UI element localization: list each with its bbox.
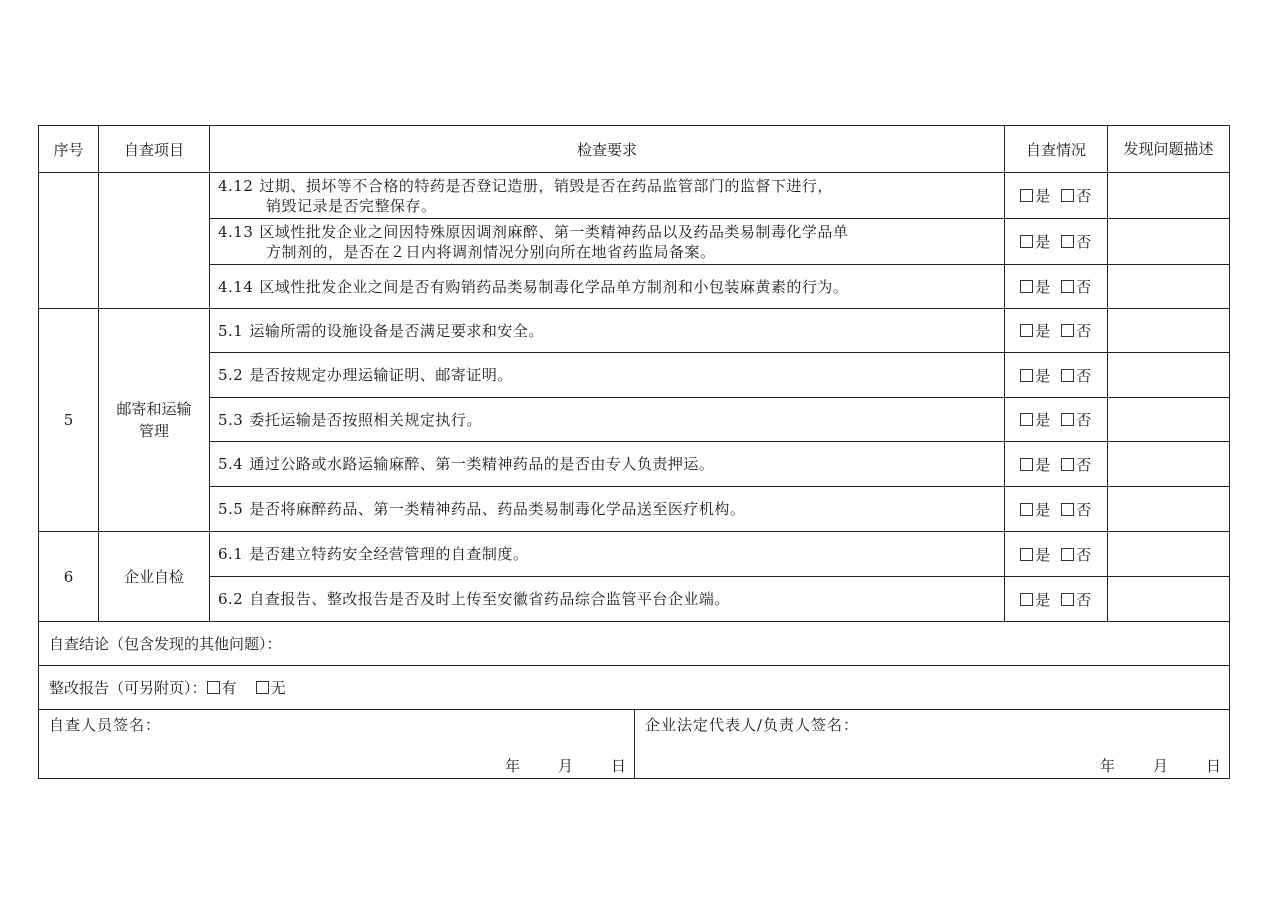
section6-item: 企业自检 <box>99 532 210 622</box>
legal-rep-signature-label: 企业法定代表人/负责人签名： <box>645 716 860 734</box>
description-cell[interactable] <box>1108 398 1230 442</box>
table-row <box>39 487 1230 532</box>
no-checkbox[interactable] <box>1061 235 1074 248</box>
status-5-1: 是 否 <box>1005 309 1108 353</box>
legal-rep-date: 年 月 日 <box>1099 757 1222 775</box>
yes-checkbox[interactable] <box>1020 235 1033 248</box>
requirement-6-1: 6.1 是否建立特药安全经营管理的自查制度。 <box>210 532 1005 577</box>
description-cell[interactable] <box>1108 442 1230 487</box>
no-checkbox[interactable] <box>1061 548 1074 561</box>
section5-item: 邮寄和运输 管理 <box>99 309 210 532</box>
table-row <box>39 173 1230 219</box>
conclusion-row <box>39 622 1230 666</box>
description-cell[interactable] <box>1108 219 1230 265</box>
rectify-yes-checkbox[interactable] <box>207 681 220 694</box>
requirement-5-3: 5.3 委托运输是否按照相关规定执行。 <box>210 398 1005 442</box>
no-checkbox[interactable] <box>1061 593 1074 606</box>
inspector-date: 年 月 日 <box>504 757 626 775</box>
rectify-field: 整改报告（可另附页）： 有 无 <box>39 666 1230 710</box>
description-cell[interactable] <box>1108 265 1230 309</box>
section6-no: 6 <box>39 532 99 622</box>
rectify-no-checkbox[interactable] <box>256 681 269 694</box>
signature-row <box>39 710 1230 779</box>
description-cell[interactable] <box>1108 353 1230 398</box>
rectify-label: 整改报告（可另附页）： <box>49 679 207 697</box>
status-6-2: 是 否 <box>1005 577 1108 622</box>
no-checkbox[interactable] <box>1061 324 1074 337</box>
requirement-5-5: 5.5 是否将麻醉药品、第一类精神药品、药品类易制毒化学品送至医疗机构。 <box>210 487 1005 532</box>
status-6-1: 是 否 <box>1005 532 1108 577</box>
no-checkbox[interactable] <box>1061 503 1074 516</box>
conclusion-field[interactable]: 自查结论（包含发现的其他问题）： <box>39 622 1230 666</box>
section4-no-cell <box>39 173 99 309</box>
description-cell[interactable] <box>1108 173 1230 219</box>
yes-checkbox[interactable] <box>1020 593 1033 606</box>
header-requirement: 检查要求 <box>210 126 1005 173</box>
yes-checkbox[interactable] <box>1020 413 1033 426</box>
header-item: 自查项目 <box>99 126 210 173</box>
description-cell[interactable] <box>1108 577 1230 622</box>
header-status: 自查情况 <box>1005 126 1108 173</box>
status-5-5: 是 否 <box>1005 487 1108 532</box>
table-header-row <box>39 126 1230 173</box>
no-checkbox[interactable] <box>1061 369 1074 382</box>
status-5-2: 是 否 <box>1005 353 1108 398</box>
status-4-13: 是 否 <box>1005 219 1108 265</box>
status-5-3: 是 否 <box>1005 398 1108 442</box>
no-checkbox[interactable] <box>1061 189 1074 202</box>
requirement-5-1: 5.1 运输所需的设施设备是否满足要求和安全。 <box>210 309 1005 353</box>
requirement-4-14: 4.14 区域性批发企业之间是否有购销药品类易制毒化学品单方制剂和小包装麻黄素的行为。 <box>210 265 1005 309</box>
requirement-5-2: 5.2 是否按规定办理运输证明、邮寄证明。 <box>210 353 1005 398</box>
table-row <box>39 398 1230 442</box>
yes-checkbox[interactable] <box>1020 369 1033 382</box>
inspector-signature-cell[interactable] <box>39 710 635 779</box>
legal-rep-signature-cell[interactable] <box>635 710 1230 779</box>
table-row <box>39 309 1230 353</box>
status-4-14: 是 否 <box>1005 265 1108 309</box>
table-row <box>39 532 1230 577</box>
requirement-6-2: 6.2 自查报告、整改报告是否及时上传至安徽省药品综合监管平台企业端。 <box>210 577 1005 622</box>
table-row <box>39 577 1230 622</box>
description-cell[interactable] <box>1108 309 1230 353</box>
section5-no: 5 <box>39 309 99 532</box>
requirement-4-13: 4.13 区域性批发企业之间因特殊原因调剂麻醉、第一类精神药品以及药品类易制毒化学品单 方制剂的，是否在２日内将调剂情况分别向所在地省药监局备案。 <box>210 219 1005 265</box>
header-no: 序号 <box>39 126 99 173</box>
yes-checkbox[interactable] <box>1020 324 1033 337</box>
inspector-signature-label: 自查人员签名： <box>49 716 162 734</box>
description-cell[interactable] <box>1108 532 1230 577</box>
yes-checkbox[interactable] <box>1020 458 1033 471</box>
no-checkbox[interactable] <box>1061 280 1074 293</box>
yes-checkbox[interactable] <box>1020 280 1033 293</box>
yes-checkbox[interactable] <box>1020 503 1033 516</box>
description-cell[interactable] <box>1108 487 1230 532</box>
table-row <box>39 353 1230 398</box>
yes-checkbox[interactable] <box>1020 189 1033 202</box>
table-row <box>39 265 1230 309</box>
section4-item-cell <box>99 173 210 309</box>
no-checkbox[interactable] <box>1061 458 1074 471</box>
requirement-4-12: 4.12 过期、损坏等不合格的特药是否登记造册，销毁是否在药品监管部门的监督下进行， 销毁记录是否完整保存。 <box>210 173 1005 219</box>
status-4-12: 是 否 <box>1005 173 1108 219</box>
yes-checkbox[interactable] <box>1020 548 1033 561</box>
header-description: 发现问题描述 <box>1108 126 1230 173</box>
rectify-row <box>39 666 1230 710</box>
no-checkbox[interactable] <box>1061 413 1074 426</box>
status-5-4: 是 否 <box>1005 442 1108 487</box>
table-row <box>39 219 1230 265</box>
table-row <box>39 442 1230 487</box>
requirement-5-4: 5.4 通过公路或水路运输麻醉、第一类精神药品的是否由专人负责押运。 <box>210 442 1005 487</box>
self-inspection-table <box>38 125 1230 779</box>
